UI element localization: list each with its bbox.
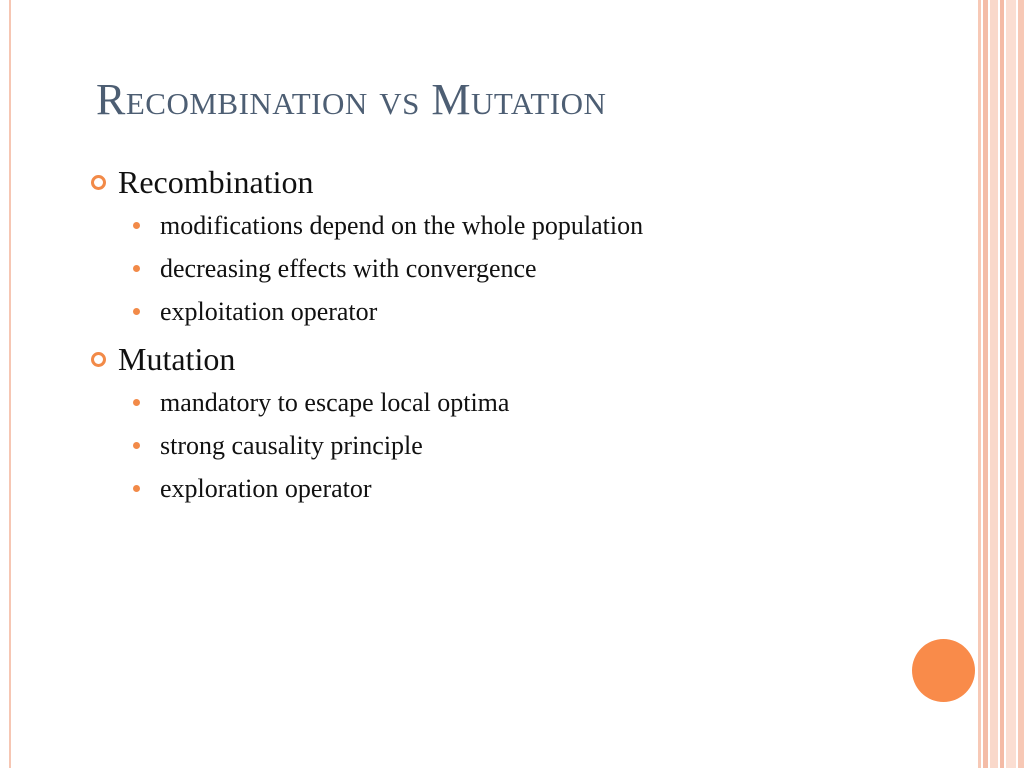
right-border-stripe — [983, 0, 988, 768]
sub-bullet-text: strong causality principle — [160, 431, 423, 460]
section-heading: Recombination — [118, 164, 314, 200]
right-border-stripe — [990, 0, 998, 768]
sub-bullet — [88, 467, 958, 510]
section-mutation — [88, 337, 958, 381]
dot-bullet-icon — [133, 442, 140, 449]
dot-bullet-icon — [133, 265, 140, 272]
sub-bullet-text: modifications depend on the whole population — [160, 211, 644, 240]
sub-bullet-text: exploitation operator — [160, 297, 378, 326]
right-border-stripe — [978, 0, 981, 768]
sub-bullet-text: mandatory to escape local optima — [160, 388, 510, 417]
sub-bullet — [88, 290, 958, 333]
sub-bullet-text: decreasing effects with convergence — [160, 254, 537, 283]
sub-bullet-text: exploration operator — [160, 474, 372, 503]
dot-bullet-icon — [133, 308, 140, 315]
slide-title: Recombination vs Mutation — [96, 75, 607, 124]
sub-bullet — [88, 247, 958, 290]
sub-bullet — [88, 424, 958, 467]
right-border-stripe — [1006, 0, 1016, 768]
sub-bullet — [88, 381, 958, 424]
ring-bullet-icon — [91, 352, 106, 367]
sub-bullet — [88, 204, 958, 247]
decorative-circle — [912, 639, 975, 702]
dot-bullet-icon — [133, 485, 140, 492]
bullet-list — [88, 160, 958, 510]
right-border-stripe — [1000, 0, 1004, 768]
section-heading: Mutation — [118, 341, 236, 377]
ring-bullet-icon — [91, 175, 106, 190]
right-border-stripe — [1018, 0, 1024, 768]
left-border-line — [9, 0, 11, 768]
section-recombination — [88, 160, 958, 204]
dot-bullet-icon — [133, 222, 140, 229]
dot-bullet-icon — [133, 399, 140, 406]
